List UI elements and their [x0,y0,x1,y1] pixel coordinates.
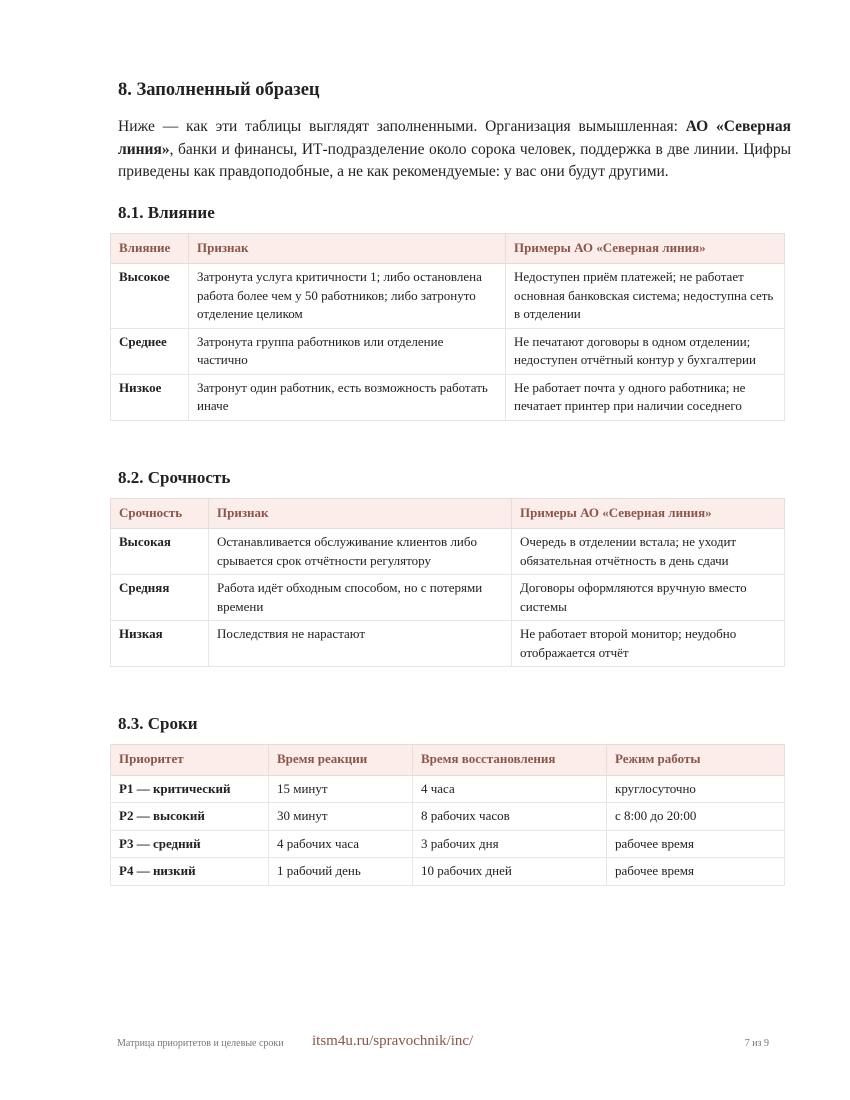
intro-paragraph [118,116,791,184]
header-cell: Режим работы [607,745,785,776]
level-cell: Высокое [111,264,189,329]
table-header-row [111,498,785,529]
header-cell: Время восстановления [413,745,607,776]
mode-cell: с 8:00 до 20:00 [607,803,785,831]
restore-cell: 4 часа [413,775,607,803]
table-row [111,803,785,831]
intro-org-name: АО «Северная линия» [118,118,791,158]
mode-cell: рабочее время [607,858,785,886]
sign-cell: Останавливается обслуживание клиентов либо срывается срок отчётности регулятору [209,529,512,575]
level-cell: Высокая [111,529,209,575]
sign-cell: Работа идёт обходным способом, но с потерями времени [209,575,512,621]
example-cell: Очередь в отделении встала; не уходит обязательная отчётность в день сдачи [512,529,785,575]
reaction-cell: 1 рабочий день [269,858,413,886]
table-row [111,830,785,858]
section-title: 8. Заполненный образец [118,80,320,100]
table-header-row [111,233,785,264]
table-row [111,328,785,374]
restore-cell: 3 рабочих дня [413,830,607,858]
header-cell: Примеры АО «Северная линия» [512,498,785,529]
header-cell: Влияние [111,233,189,264]
header-cell: Время реакции [269,745,413,776]
header-cell: Приоритет [111,745,269,776]
intro-text-start: Ниже — как эти таблицы выглядят заполненными. Организация вымышленная: [118,118,686,135]
table-row [111,264,785,329]
header-cell: Примеры АО «Северная линия» [506,233,785,264]
mode-cell: круглосуточно [607,775,785,803]
impact-title: 8.1. Влияние [118,202,215,222]
urgency-table [110,498,785,668]
table-header-row [111,745,785,776]
page-number: 7 из 9 [744,1038,769,1049]
example-cell: Не печатают договоры в одном отделении; недоступен отчётный контур у бухгалтерии [506,328,785,374]
document-page [110,78,792,886]
reaction-cell: 15 минут [269,775,413,803]
reaction-cell: 4 рабочих часа [269,830,413,858]
priority-cell: P1 — критический [111,775,269,803]
footer-title: Матрица приоритетов и целевые сроки [117,1038,284,1049]
level-cell: Низкая [111,621,209,667]
level-cell: Среднее [111,328,189,374]
header-cell: Признак [209,498,512,529]
sign-cell: Затронута группа работников или отделение частично [189,328,506,374]
mode-cell: рабочее время [607,830,785,858]
example-cell: Не работает почта у одного работника; не печатает принтер при наличии соседнего [506,374,785,420]
table-row [111,575,785,621]
header-cell: Срочность [111,498,209,529]
sign-cell: Затронут один работник, есть возможность работать иначе [189,374,506,420]
impact-table [110,233,785,421]
table-row [111,858,785,886]
priority-cell: P3 — средний [111,830,269,858]
priority-cell: P2 — высокий [111,803,269,831]
level-cell: Средняя [111,575,209,621]
example-cell: Не работает второй монитор; неудобно отображается отчёт [512,621,785,667]
intro-text-end: , банки и финансы, ИТ-подразделение около сорока человек, поддержка в две линии. Цифры приведены как правдоподобные, а не как рекомендуемые: у вас они будут другими. [118,140,791,180]
urgency-title: 8.2. Срочность [118,467,231,487]
sign-cell: Последствия не нарастают [209,621,512,667]
table-row [111,529,785,575]
table-row [111,374,785,420]
reaction-cell: 30 минут [269,803,413,831]
footer-link[interactable]: itsm4u.ru/spravochnik/inc/ [312,1033,474,1049]
header-cell: Признак [189,233,506,264]
sign-cell: Затронута услуга критичности 1; либо остановлена работа более чем у 50 работников; либо затронуто отделение целиком [189,264,506,329]
terms-table [110,744,785,886]
example-cell: Договоры оформляются вручную вместо системы [512,575,785,621]
table-row [111,775,785,803]
table-row [111,621,785,667]
restore-cell: 8 рабочих часов [413,803,607,831]
priority-cell: P4 — низкий [111,858,269,886]
level-cell: Низкое [111,374,189,420]
example-cell: Недоступен приём платежей; не работает основная банковская система; недоступна сеть в отделении [506,264,785,329]
terms-title: 8.3. Сроки [118,714,198,733]
restore-cell: 10 рабочих дней [413,858,607,886]
page-footer [117,1033,769,1053]
